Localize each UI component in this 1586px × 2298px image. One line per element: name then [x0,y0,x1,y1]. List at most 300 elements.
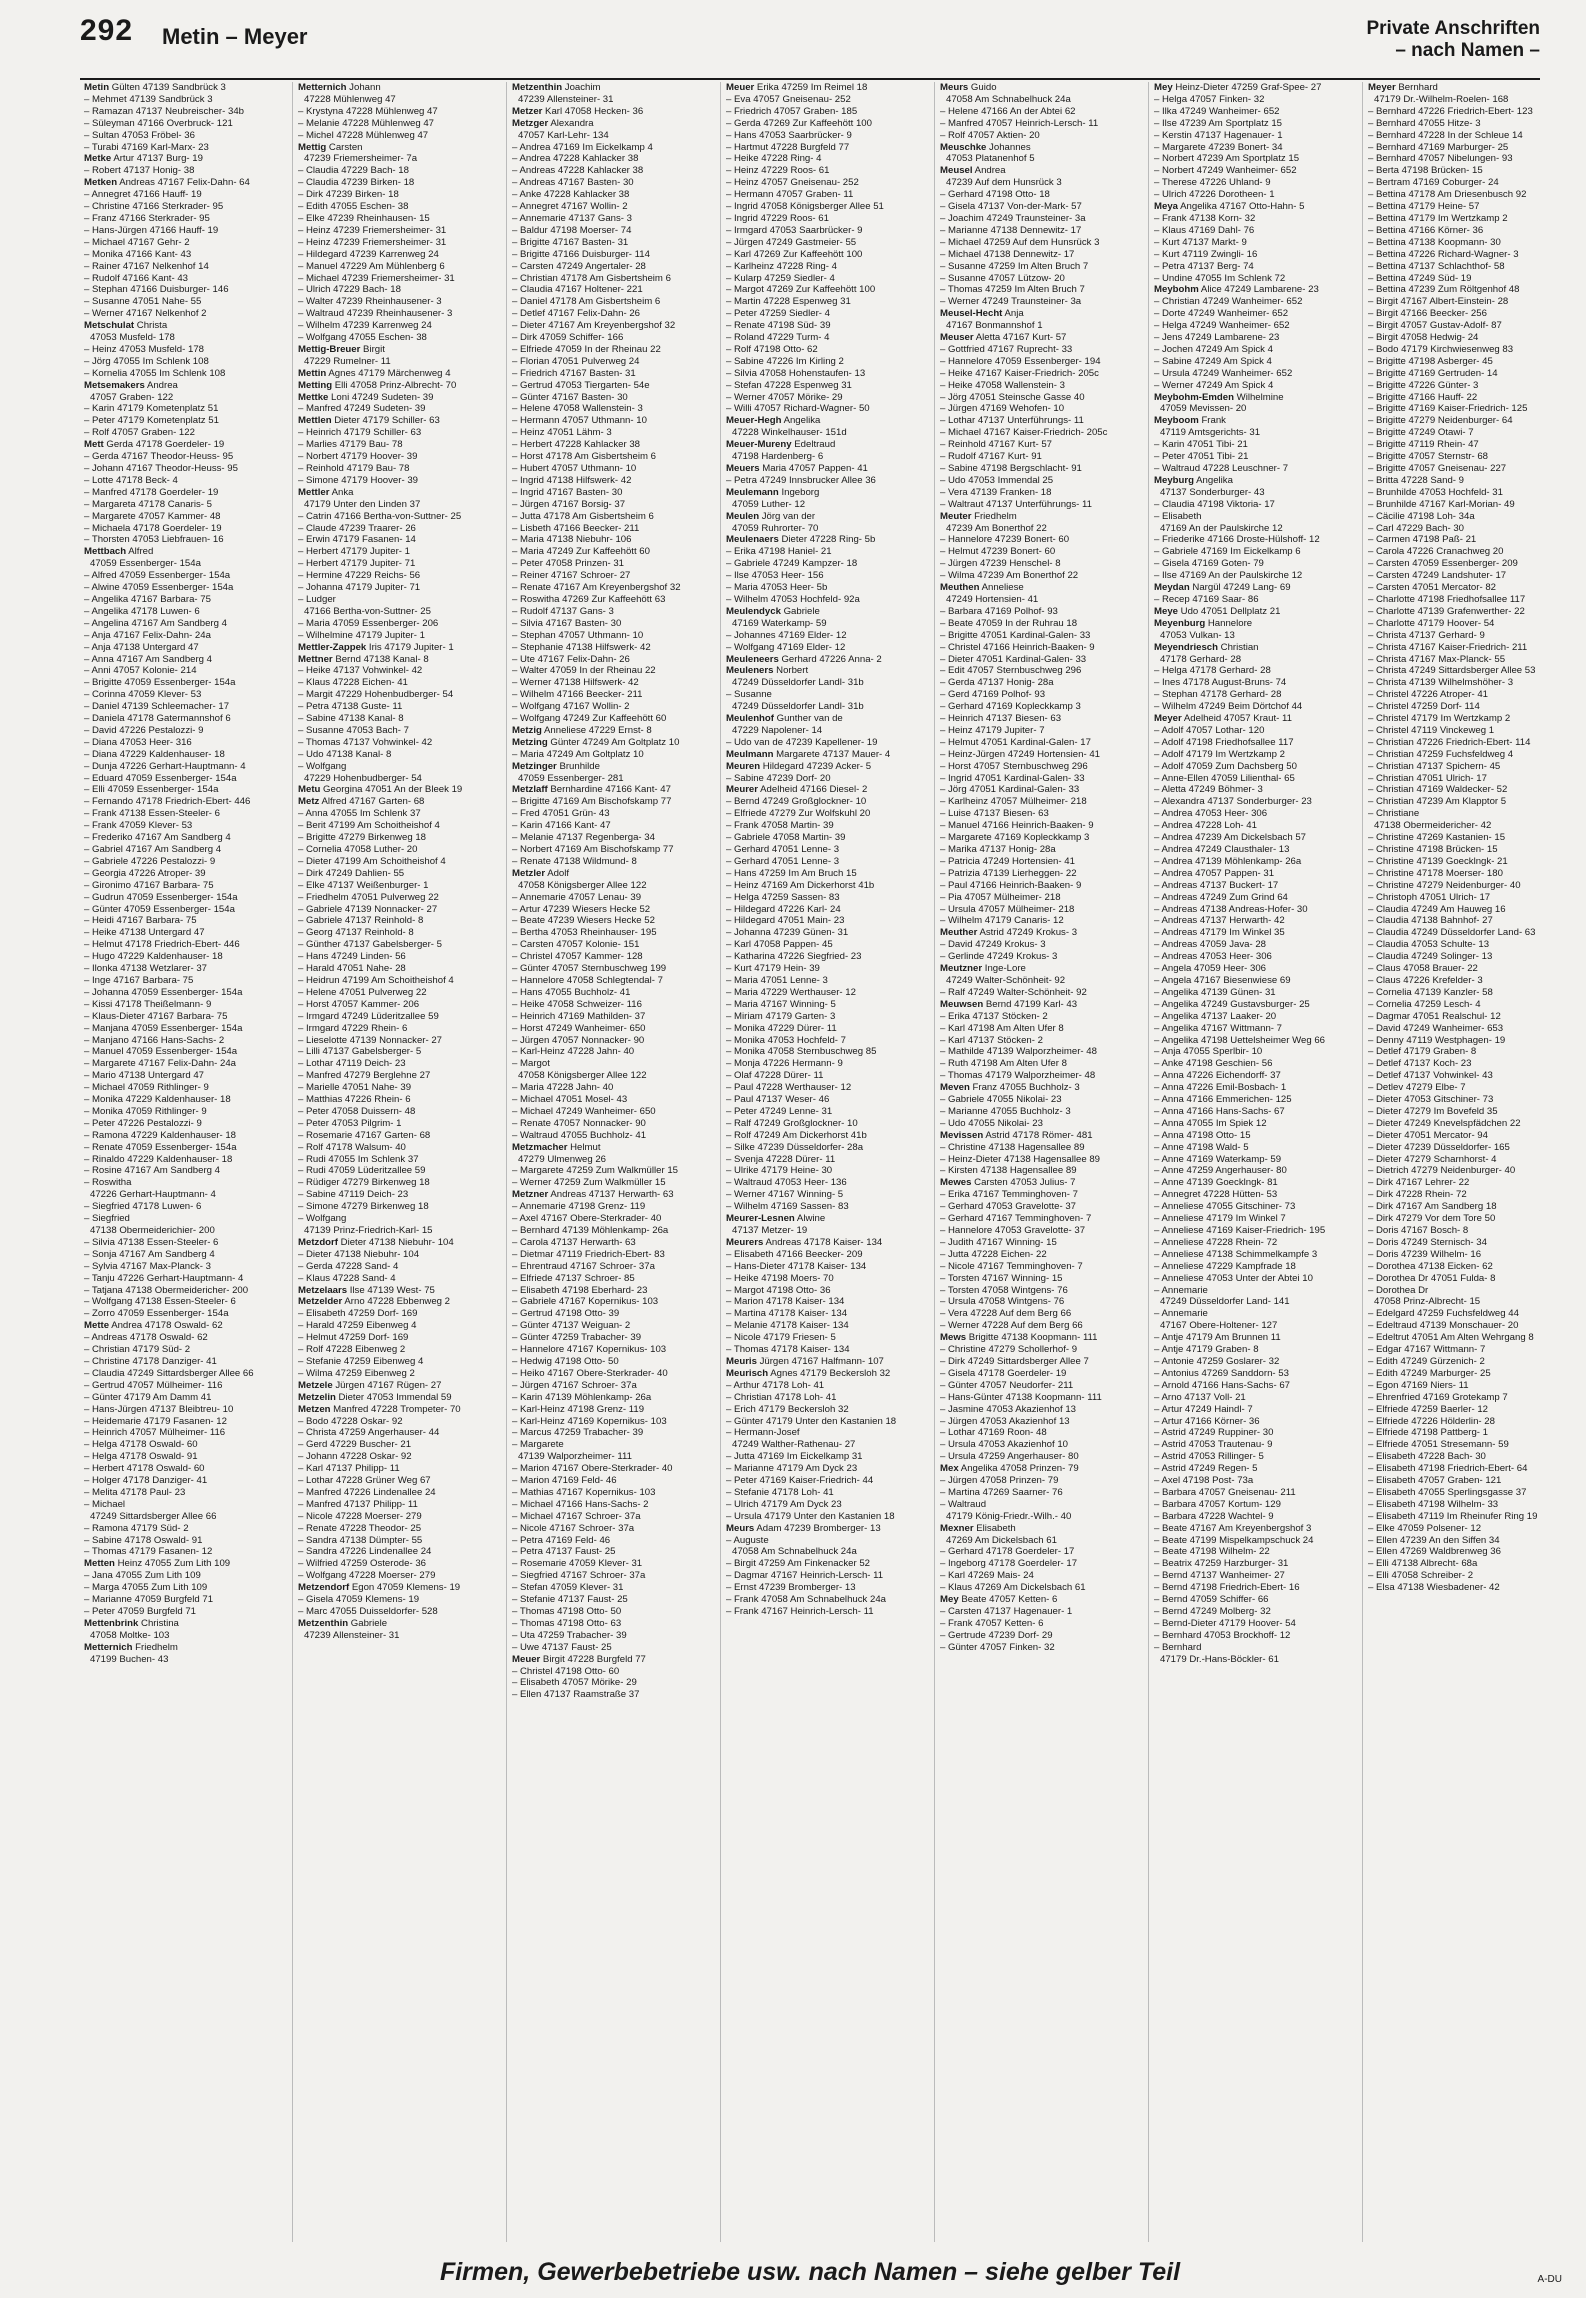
directory-entry: – Alfred 47059 Essenberger- 154a [84,570,231,582]
directory-entry: – Christa 47167 Max-Planck- 55 [1368,653,1506,665]
directory-entry: – Bettina 47179 Im Wertzkamp 2 [1368,212,1508,224]
directory-entry: – Gerhard 47198 Otto- 18 [940,189,1050,201]
directory-entry: – Anna 47166 Hans-Sachs- 67 [1154,1105,1285,1117]
directory-entry: Metzmacher Helmut [512,1141,601,1153]
directory-entry: 47239 Allensteiner- 31 [304,1629,400,1641]
directory-entry: – Gisela 47059 Klemens- 19 [298,1594,420,1606]
directory-entry: – Bettina 47179 Heine- 57 [1368,201,1480,213]
directory-entry: 47249 Düsseldorfer Land- 141 [1160,1296,1290,1308]
directory-column [1154,82,1356,2247]
directory-entry: 47249 Walther-Rathenau- 27 [732,1439,856,1451]
directory-entry: Meurers Andreas 47178 Kaiser- 134 [726,1236,883,1248]
directory-entry: – Sabine 47119 Deich- 23 [298,1189,409,1201]
directory-entry: – Martin 47228 Espenweg 31 [726,296,851,308]
directory-entry: – Zorro 47059 Essenberger- 154a [84,1308,229,1320]
directory-entry: – Ines 47178 August-Bruns- 74 [1154,677,1287,689]
directory-entry: – Heike 47198 Moers- 70 [726,1272,834,1284]
directory-entry: – Joachim 47249 Traunsteiner- 3a [940,212,1086,224]
directory-entry: – Helga 47178 Oswald- 91 [84,1451,198,1463]
directory-entry: – Monika 47053 Hochfeld- 7 [726,1034,846,1046]
directory-entry: – Stephanie 47138 Hilfswerk- 42 [512,641,651,653]
directory-entry: – Silvia 47138 Essen-Steeler- 6 [84,1236,219,1248]
directory-entry: – Hannelore 47059 Essenberger- 194 [940,355,1101,367]
directory-entry: – Anna 47226 Eichendorff- 37 [1154,1070,1281,1082]
directory-entry: – Claudia 47138 Bahnhof- 27 [1368,915,1493,927]
directory-entry: – Michael [84,1498,126,1510]
directory-entry: – Birgit 47058 Hedwig- 24 [1368,332,1479,344]
directory-entry: – Claudia 47167 Holtener- 221 [512,284,643,296]
directory-entry: – Rudi 47055 Im Schlenk 37 [298,1153,419,1165]
directory-entry: – Martina 47269 Saarner- 76 [940,1486,1063,1498]
directory-entry: Meuwsen Bernd 47199 Karl- 43 [940,998,1078,1010]
directory-entry: – Bettina 47239 Zum Röltgenhof 48 [1368,284,1520,296]
page-header [80,14,1540,78]
directory-entry: – Friedrich 47167 Basten- 31 [512,367,636,379]
directory-entry: – Dirk 47059 Schiffer- 166 [512,332,624,344]
directory-entry: – Christine 47198 Brücken- 15 [1368,844,1498,855]
directory-entry: – Maria 47059 Essenberger- 206 [298,617,439,629]
directory-entry: – Astrid 47053 Trautenau- 9 [1154,1439,1273,1451]
directory-entry: – Dieter 47167 Am Kreyenbergshof 32 [512,320,676,332]
directory-entry: – Axel 47198 Post- 73a [1154,1475,1254,1487]
directory-entry: – Adolf 47059 Zum Dachsberg 50 [1154,760,1297,772]
directory-entry: Metzger Alexandra [512,117,594,129]
directory-entry: 47053 Vulkan- 13 [1160,629,1235,641]
directory-entry: – Cornelia 47058 Luther- 20 [298,844,418,855]
directory-entry: – Elisabeth 47198 Eberhard- 23 [512,1284,648,1296]
directory-entry: – Ralf 47249 Walter-Schönheit- 92 [940,986,1087,998]
directory-entry: – Dirk 47249 Sittardsberger Allee 7 [940,1355,1089,1367]
directory-entry: – Brigitte 47169 Am Bischofskamp 77 [512,796,672,808]
directory-entry: – Johanna 47179 Jupiter- 71 [298,582,421,594]
directory-entry: – Roland 47229 Turm- 4 [726,332,830,344]
directory-entry: – Michael 47166 Hans-Sachs- 2 [512,1498,649,1510]
directory-entry: – Svenja 47228 Dürer- 11 [726,1153,836,1165]
directory-entry: 47057 Graben- 122 [90,391,174,403]
directory-entry: – Bernhard 47226 Friedrich-Ebert- 123 [1368,105,1533,117]
directory-entry: – Hartmut 47228 Burgfeld 77 [726,141,850,153]
directory-entry: – Dirk 47167 Am Sandberg 18 [1368,1201,1497,1213]
directory-entry: – Manuel 47059 Essenberger- 154a [84,1046,238,1058]
directory-columns [84,82,1544,2247]
directory-entry: – Anna 47226 Emil-Bosbach- 1 [1154,1082,1287,1094]
directory-entry: Metken Andreas 47167 Felix-Dahn- 64 [84,177,250,189]
directory-entry: – Wolfgang 47228 Moerser- 279 [298,1570,436,1582]
directory-entry: Metz Alfred 47167 Garten- 68 [298,796,425,808]
directory-entry: 47059 Essenberger- 154a [90,558,201,570]
directory-entry: – Margot [512,1058,550,1070]
directory-entry: – Waltraud [940,1498,987,1510]
directory-entry: – Christian 47169 Waldecker- 52 [1368,784,1508,796]
directory-entry: – Hannelore 47058 Schlegtendal- 7 [512,974,663,986]
directory-entry: – Ilka 47249 Wanheimer- 652 [1154,105,1280,117]
directory-entry: Metting Elli 47058 Prinz-Albrecht- 70 [298,379,457,391]
directory-entry: – Jörg 47051 Steinsche Gasse 40 [940,391,1085,403]
directory-entry: 47139 Prinz-Friedrich-Karl- 15 [304,1225,433,1236]
directory-entry: – Wolfgang [298,760,347,772]
directory-entry: – Bernhard 47169 Marburger- 25 [1368,141,1509,153]
directory-entry: Metzenthin Gabriele [298,1617,388,1629]
directory-entry: – Hans 47053 Saarbrücker- 9 [726,129,852,141]
directory-entry: – Petra 47249 Innsbrucker Allee 36 [726,474,876,486]
directory-entry: – Ulrike 47179 Heine- 30 [726,1165,833,1177]
directory-entry: – Andreas 47059 Java- 28 [1154,939,1267,951]
directory-entry: – Sabine 47138 Kanal- 8 [298,713,404,725]
directory-entry: – Werner 47138 Hilfswerk- 42 [512,677,639,689]
directory-entry: – Thomas 47198 Otto- 50 [512,1606,622,1617]
directory-entry: – David 47249 Wanheimer- 653 [1368,1022,1504,1034]
directory-entry: – Dietrich 47279 Neidenburger- 40 [1368,1165,1516,1177]
directory-entry: 47228 Mühlenweg 47 [304,93,396,105]
directory-entry: – Rosemarie 47167 Garten- 68 [298,1129,431,1141]
directory-entry: – Andrea 47053 Heer- 306 [1154,808,1268,820]
directory-entry: – Ursula 47057 Mülheimer- 218 [940,903,1075,915]
directory-entry: Meurer Adelheid 47166 Diesel- 2 [726,784,868,796]
directory-entry: – Ernst 47239 Bromberger- 13 [726,1582,856,1594]
directory-entry: – Anja 47167 Felix-Dahn- 24a [84,629,211,641]
directory-entry: Metzelaars Ilse 47139 West- 75 [298,1284,435,1296]
directory-entry: – Monika 47058 Sternbuschweg 85 [726,1046,877,1058]
directory-entry: 47058 Moltke- 103 [90,1629,170,1641]
directory-entry: Mews Brigitte 47138 Koopmann- 111 [940,1332,1098,1344]
directory-entry: – Andreas 47138 Andreas-Hofer- 30 [1154,903,1308,915]
directory-entry: Metzer Karl 47058 Hecken- 36 [512,105,644,117]
directory-entry: – Claus 47226 Krefelder- 3 [1368,974,1483,986]
directory-entry: – Renate 47228 Theodor- 25 [298,1522,422,1534]
directory-entry: – Maria 47051 Lenne- 3 [726,974,828,986]
directory-entry: – Werner 47228 Auf dem Berg 66 [940,1320,1083,1332]
directory-entry: – Gerhard 47167 Temminghoven- 7 [940,1213,1092,1225]
directory-entry: 47167 Bonmannshof 1 [946,320,1043,332]
directory-entry: – Ursula 47259 Angerhauser- 80 [940,1451,1079,1463]
directory-entry: – Brigitte 47169 Kaiser-Friedrich- 125 [1368,403,1528,415]
directory-entry: – Vera 47228 Auf dem Berg 66 [940,1308,1072,1320]
directory-entry: – Auguste [726,1534,769,1546]
directory-entry: – Jens 47249 Lambarene- 23 [1154,332,1280,344]
directory-entry: – Wolfgang 47138 Essen-Steeler- 6 [84,1296,236,1308]
directory-entry: – Karlheinz 47057 Mülheimer- 218 [940,796,1087,808]
directory-entry: – Dagmar 47167 Heinrich-Lersch- 11 [726,1570,884,1582]
directory-entry: 47169 Waterkamp- 59 [732,617,827,629]
directory-entry: – Andrea 47139 Möhlenkamp- 26a [1154,855,1302,867]
directory-entry: – Dorte 47249 Wanheimer- 652 [1154,308,1289,320]
directory-entry: – Lothar 47169 Roon- 48 [940,1427,1047,1439]
directory-entry: – Kurt 47179 Hein- 39 [726,963,820,975]
directory-entry: Meyer Bernhard [1368,82,1438,93]
directory-entry: – Heinz 47239 Friemersheimer- 31 [298,224,447,236]
directory-entry: – Dirk 47249 Dahlien- 55 [298,867,405,879]
directory-entry: – Hermann 47057 Uthmann- 10 [512,415,647,427]
directory-entry: – Undine 47055 Im Schlenk 72 [1154,272,1286,284]
directory-entry: – Ilse 47053 Heer- 156 [726,570,824,582]
directory-entry: – Heike 47138 Untergard 47 [84,927,205,939]
section-title-line2: – nach Namen – [1395,40,1540,61]
directory-entry: – Alexandra 47137 Sonderburger- 23 [1154,796,1312,808]
directory-entry: – Elfriede 47051 Stresemann- 59 [1368,1439,1509,1451]
directory-entry: – Johanna 47239 Günen- 31 [726,927,849,939]
directory-entry: Metzelder Arno 47228 Ebbenweg 2 [298,1296,451,1308]
directory-entry: Meusel Andrea [940,165,1006,177]
directory-entry: – Norbert 47249 Wanheimer- 652 [1154,165,1297,177]
section-title-line1: Private Anschriften [1366,18,1540,39]
directory-entry: – Gerhard 47053 Gravelotte- 37 [940,1201,1076,1213]
directory-entry: – Maria 47229 Werthauser- 12 [726,986,856,998]
directory-entry: 47179 Dr.-Wilhelm-Roelen- 168 [1374,93,1509,105]
directory-entry: – Dorothea Dr 47051 Fulda- 8 [1368,1272,1496,1284]
directory-entry: – Manfred 47178 Goerdeler- 19 [84,486,219,498]
directory-entry: – Susanne 47053 Bach- 7 [298,724,409,736]
directory-entry: – Werner 47057 Mörike- 29 [726,391,843,403]
directory-entry: – Annegret 47228 Hütten- 53 [1154,1189,1278,1201]
directory-entry: – Arno 47137 Voll- 21 [1154,1391,1246,1403]
directory-entry: – Britta 47228 Sand- 9 [1368,474,1465,486]
directory-column [726,82,928,2247]
directory-entry: – Ute 47167 Felix-Dahn- 26 [512,653,630,665]
directory-entry: – Ursula 47179 Unter den Kastanien 18 [726,1510,895,1522]
directory-entry: – Peter 47169 Kaiser-Friedrich- 44 [726,1475,874,1487]
directory-entry: – Bettina 47226 Richard-Wagner- 3 [1368,248,1519,260]
directory-entry: – Christel 47198 Otto- 60 [512,1665,620,1677]
directory-entry: – Carsten 47249 Landshuter- 17 [1368,570,1507,582]
directory-entry: – Elisabeth [1154,510,1202,522]
directory-entry: – Claudia 47239 Birken- 18 [298,177,415,189]
name-range-heading: Metin – Meyer [162,24,308,49]
directory-entry: – Andreas 47179 Im Winkel 35 [1154,927,1285,939]
directory-entry: – Silvia 47167 Basten- 30 [512,617,622,629]
directory-entry: – Dirk 47167 Lehrer- 22 [1368,1177,1470,1189]
directory-entry: – Dunja 47226 Gerhart-Hauptmann- 4 [84,760,246,772]
section-title [1366,18,1540,62]
directory-entry: – Christine 47279 Neidenburger- 40 [1368,879,1521,891]
directory-entry: – Alwine 47059 Essenberger- 154a [84,582,234,594]
directory-entry: – Uwe 47137 Faust- 25 [512,1641,612,1653]
directory-entry: 47179 Dr.-Hans-Böckler- 61 [1160,1653,1279,1665]
directory-entry: 47229 Hohenbudberger- 54 [304,772,422,784]
directory-entry: Meurisch Agnes 47179 Beckersloh 32 [726,1367,891,1379]
directory-entry: – Renate 47167 Am Kreyenbergshof 32 [512,582,681,594]
directory-entry: – Elfriede 47137 Schroer- 85 [512,1272,635,1284]
directory-entry: Mettin Agnes 47179 Märchenweg 4 [298,367,451,379]
directory-entry: – Brigitte 47057 Gneisenau- 227 [1368,463,1507,474]
directory-entry: – Susanne 47057 Lützow- 20 [940,272,1065,284]
directory-entry: Metzdorf Dieter 47138 Niebuhr- 104 [298,1236,454,1248]
directory-entry: – Christine 47178 Moerser- 180 [1368,867,1503,879]
directory-entry: – Barbara 47057 Gneisenau- 211 [1154,1486,1296,1498]
directory-entry: – Thomas 47179 Fasanen- 12 [84,1546,213,1558]
directory-entry: – Heike 47228 Ring- 4 [726,153,822,165]
directory-entry: – Siegfried [84,1213,130,1225]
directory-entry: Metten Heinz 47055 Zum Lith 109 [84,1558,231,1570]
directory-entry: – Axel 47167 Obere-Sterkrader- 40 [512,1213,662,1225]
directory-entry: – Rolf 47198 Otto- 62 [726,343,818,355]
directory-entry: – Simone 47179 Hoover- 39 [298,474,418,486]
directory-entry: 47249 Walter-Schönheit- 92 [946,974,1066,986]
directory-entry: – Daniel 47178 Am Gisbertsheim 6 [512,296,661,308]
directory-entry: – Marion 47169 Feld- 46 [512,1475,617,1487]
directory-entry: Meuer-Hegh Angelika [726,415,821,427]
directory-entry: – Christa 47167 Kaiser-Friedrich- 211 [1368,641,1528,653]
directory-entry: 47229 Napolener- 14 [732,724,823,736]
directory-entry: – Christa 47249 Sittardsberger Allee 53 [1368,665,1536,677]
directory-entry: – Heinrich 47057 Mülheimer- 116 [84,1427,226,1439]
directory-entry: – Gerda 47137 Honig- 28a [940,677,1054,689]
directory-entry: – Christel 47119 Vinckeweg 1 [1368,724,1495,736]
directory-entry: – Christoph 47051 Ulrich- 17 [1368,891,1491,903]
directory-entry: – Christine 47139 Goecklngk- 21 [1368,855,1508,867]
directory-entry: – Hermann-Josef [726,1427,800,1439]
directory-entry: – Artur 47239 Wiesers Hecke 52 [512,903,651,915]
directory-entry: – Anke 47198 Geschien- 56 [1154,1058,1273,1070]
directory-entry: – Ramona 47229 Kaldenhauser- 18 [84,1129,237,1141]
directory-entry: – Christian 47226 Friedrich-Ebert- 114 [1368,736,1531,748]
directory-entry: – Marianne 47179 Am Dyck 23 [726,1463,858,1475]
directory-entry: – Dieter 47051 Mercator- 94 [1368,1129,1488,1141]
directory-entry: – Heinz 47057 Gneisenau- 252 [726,177,859,189]
directory-entry: – Gerda 47167 Theodor-Heuss- 95 [84,451,234,463]
directory-entry: – Lisbeth 47166 Beecker- 211 [512,522,640,534]
directory-entry: Mexner Elisabeth [940,1522,1016,1534]
directory-entry: – Karl-Heinz 47228 Jahn- 40 [512,1046,635,1058]
directory-entry: 47058 Königsberger Allee 122 [518,879,647,891]
directory-entry: – Gabriele 47139 Nonnacker- 27 [298,903,438,915]
directory-entry: – Rudolf 47166 Kant- 43 [84,272,189,284]
directory-entry: Metsemakers Andrea [84,379,178,391]
directory-entry: – Fernando 47178 Friedrich-Ebert- 446 [84,796,251,808]
directory-entry: – Peter 47058 Duissern- 48 [298,1105,416,1117]
directory-entry: Meulenhof Gunther van de [726,713,843,725]
directory-entry: – Süleyman 47166 Overbruck- 121 [84,117,233,129]
directory-entry: – Gottfried 47167 Ruprecht- 33 [940,343,1073,355]
directory-entry: – Günter 47167 Basten- 30 [512,391,628,403]
directory-entry: Mettlen Dieter 47179 Schiller- 63 [298,415,440,427]
directory-entry: – Peter 47051 Tibi- 21 [1154,451,1249,463]
directory-entry: – Hildegard 47226 Karl- 24 [726,903,841,915]
directory-entry: – Maria 47228 Jahn- 40 [512,1082,614,1094]
directory-entry: – Hannelore 47167 Kopernikus- 103 [512,1344,667,1356]
directory-entry: – Elli 47058 Schreiber- 2 [1368,1570,1474,1582]
directory-entry: – Herbert 47179 Jupiter- 71 [298,558,416,570]
directory-entry: – Norbert 47179 Hoover- 39 [298,451,418,463]
directory-entry: – Lieselotte 47139 Nonnacker- 27 [298,1034,443,1046]
directory-entry: 47249 Düsseldorfer Landl- 31b [732,677,864,689]
directory-entry: – Ingrid 47138 Hilfswerk- 42 [512,474,632,486]
directory-entry: – Carsten 47249 Angertaler- 28 [512,260,646,272]
directory-entry: – Angelika 47198 Uettelsheimer Weg 66 [1154,1034,1326,1046]
directory-entry: – Peter 47058 Prinzen- 31 [512,558,625,570]
directory-entry: – Angela 47059 Heer- 306 [1154,963,1267,975]
directory-entry: – Christine 47138 Hagensallee 89 [940,1141,1085,1153]
directory-entry: – Brigitte 47279 Neidenburger- 64 [1368,415,1513,427]
directory-entry: – Sabine 47239 Dorf- 20 [726,772,831,784]
directory-entry: – Brunhilde 47053 Hochfeld- 31 [1368,486,1503,498]
directory-entry: – Bertha 47053 Rheinhauser- 195 [512,927,657,939]
directory-entry: – Christel 47226 Atroper- 41 [1368,689,1488,701]
directory-entry: – Mathilde 47139 Walporzheimer- 48 [940,1046,1097,1058]
directory-entry: – Marion 47167 Obere-Sterkrader- 40 [512,1463,673,1475]
directory-entry: – Günter 47179 Am Damm 41 [84,1391,212,1403]
directory-entry: – Claus 47058 Brauer- 22 [1368,963,1478,975]
directory-entry: – Wilhelm 47249 Beim Dörtchof 44 [1154,701,1303,713]
directory-entry: – Beate 47239 Wiesers Hecke 52 [512,915,655,927]
directory-entry: – Elisabeth 47166 Beecker- 209 [726,1248,863,1260]
directory-entry: – Karl 47058 Pappen- 45 [726,939,833,951]
directory-entry: – Charlotte 47139 Grafenwerther- 22 [1368,605,1525,617]
directory-entry: – Marion 47178 Kaiser- 134 [726,1296,845,1308]
directory-entry: – Anneliese 47138 Schimmelkampfe 3 [1154,1248,1318,1260]
directory-entry: – Jutta 47169 Im Eickelkamp 31 [726,1451,863,1463]
directory-entry: – Frank 47138 Essen-Steeler- 6 [84,808,220,820]
directory-entry: Metzenthin Joachim [512,82,601,93]
directory-entry: – Detlef 47137 Koch- 23 [1368,1058,1472,1070]
directory-entry: Meybohm-Emden Wilhelmine [1154,391,1284,403]
directory-entry: – Arthur 47178 Loh- 41 [726,1379,825,1391]
directory-entry: – Diana 47229 Kaldenhauser- 18 [84,748,225,760]
directory-entry: – Anja 47138 Untergard 47 [84,641,199,653]
directory-entry: – Gerhard 47051 Lenne- 3 [726,844,840,855]
directory-entry: – Wilhelm 47179 Canaris- 12 [940,915,1064,927]
directory-entry: – Andrea 47228 Kahlacker 38 [512,153,639,165]
directory-entry: – Antonius 47269 Sanddorn- 53 [1154,1367,1289,1379]
directory-entry: 47139 Walporzheimer- 111 [518,1451,632,1463]
directory-entry: – Margot 47269 Zur Kaffeehött 100 [726,284,876,296]
directory-entry: – Helene 47058 Wallenstein- 3 [512,403,643,415]
directory-entry: Meurs Guido [940,82,997,93]
directory-entry: – Ursula 47249 Wanheimer- 652 [1154,367,1293,379]
directory-entry: – Günter 47179 Unter den Kastanien 18 [726,1415,897,1427]
directory-entry: 47059 Luther- 12 [732,498,806,510]
directory-entry: – Ingeborg 47178 Goerdeler- 17 [940,1558,1078,1570]
directory-entry: – Christine 47178 Danziger- 41 [84,1355,217,1367]
directory-entry: – Barbara 47228 Wachtel- 9 [1154,1510,1274,1522]
directory-entry: Meybohm Alice 47249 Lambarene- 23 [1154,284,1319,296]
directory-entry: – Andrea 47249 Clausthaler- 13 [1154,844,1290,855]
directory-entry: – David 47249 Krokus- 3 [940,939,1046,951]
directory-entry: – Arnold 47166 Hans-Sachs- 67 [1154,1379,1290,1391]
directory-entry: – Udo van de 47239 Kapellener- 19 [726,736,878,748]
directory-entry: – Bodo 47228 Oskar- 92 [298,1415,403,1427]
directory-entry: – Hannelore 47239 Bonert- 60 [940,534,1070,546]
directory-entry: – Stefan 47228 Espenweg 31 [726,379,852,391]
directory-entry: – Heinz-Dieter 47138 Hagensallee 89 [940,1153,1100,1165]
directory-entry: – Berta 47198 Brücken- 15 [1368,165,1483,177]
directory-entry: – Hans-Günter 47138 Koopmann- 111 [940,1391,1102,1403]
directory-entry: – Melanie 47178 Kaiser- 134 [726,1320,849,1332]
directory-entry: Mettenbrink Christina [84,1617,179,1629]
directory-entry: – Günter 47137 Weiguan- 2 [512,1320,631,1332]
column-divider [292,82,293,2242]
directory-entry: – Maria 47138 Niebuhr- 106 [512,534,632,546]
directory-entry: – Rudolf 47167 Kurt- 91 [940,451,1042,463]
directory-entry: – Judith 47167 Winning- 15 [940,1236,1057,1248]
directory-entry: Mex Angelika 47058 Prinzen- 79 [940,1463,1079,1475]
directory-entry: – Johannes 47169 Elder- 12 [726,629,847,641]
directory-entry: – Karin 47139 Möhlenkamp- 26a [512,1391,652,1403]
directory-entry: – Beate 47199 Mispelkampschuck 24 [1154,1534,1314,1546]
directory-entry: – Elfriede 47259 Baerler- 12 [1368,1403,1488,1415]
directory-entry: – Pia 47057 Mülheimer- 218 [940,891,1061,903]
directory-entry: Meuser Aletta 47167 Kurt- 57 [940,332,1067,344]
directory-entry: – Carola 47137 Herwarth- 63 [512,1236,636,1248]
directory-entry: – Ulrich 47179 Am Dyck 23 [726,1498,842,1510]
directory-entry: Mey Beate 47057 Ketten- 6 [940,1594,1058,1606]
directory-entry: Metzlaff Bernhardine 47166 Kant- 47 [512,784,671,796]
directory-entry: – Silvia 47058 Hohenstaufen- 13 [726,367,866,379]
directory-entry: – Cäcilie 47198 Loh- 34a [1368,510,1475,522]
directory-entry: – Uta 47259 Trabacher- 39 [512,1629,627,1641]
directory-entry: – Gertrud 47057 Mülheimer- 116 [84,1379,223,1391]
directory-entry: – Heinrich 47179 Schiller- 63 [298,427,422,439]
directory-entry: Meurer-Lesnen Alwine [726,1213,826,1225]
